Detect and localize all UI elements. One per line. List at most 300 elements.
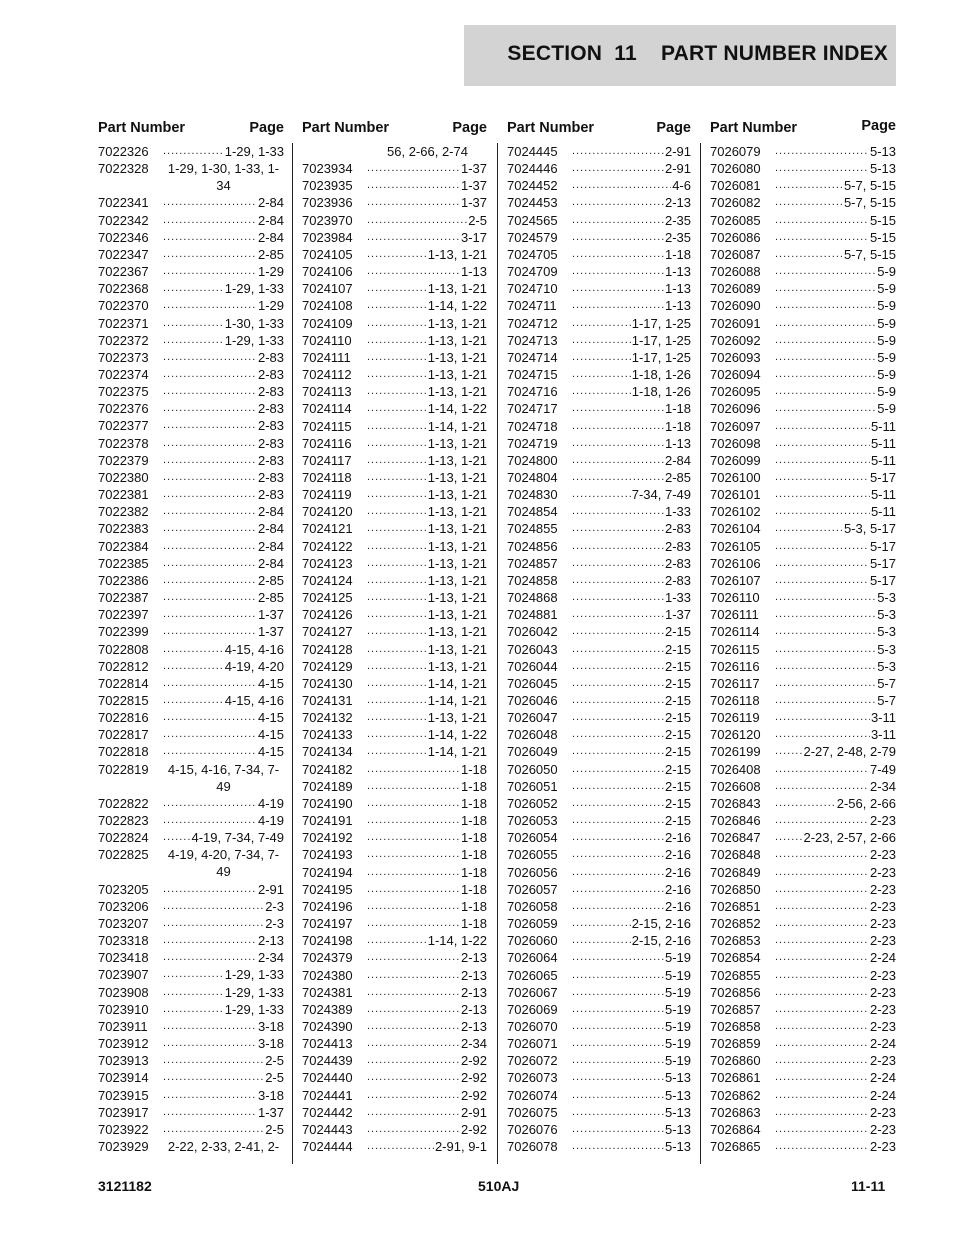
page-reference: 2-84 <box>664 452 691 468</box>
page-reference: 1-18 <box>460 881 487 897</box>
part-number: 7024116 <box>302 435 352 451</box>
dot-leader <box>163 280 224 297</box>
index-entry <box>98 246 284 263</box>
page-reference: 2-16 <box>664 864 691 880</box>
index-entry <box>98 915 284 932</box>
page-reference: 2-35 <box>664 212 691 228</box>
part-number: 7026088 <box>710 264 761 280</box>
index-entry <box>302 864 487 881</box>
dot-leader <box>367 778 460 795</box>
dot-leader <box>775 400 876 417</box>
part-number: 7024130 <box>302 675 353 691</box>
part-number: 7026085 <box>710 212 761 228</box>
index-entry <box>302 761 487 778</box>
index-entry <box>710 1001 896 1018</box>
index-entry <box>710 829 896 846</box>
part-number: 7024390 <box>302 1018 353 1034</box>
page-reference: 2-15 <box>664 641 691 657</box>
part-number: 7026074 <box>507 1087 558 1103</box>
part-number: 7024197 <box>302 916 353 932</box>
index-entry <box>710 469 896 486</box>
page-reference: 2-84 <box>257 195 284 211</box>
part-number: 7022815 <box>98 692 149 708</box>
dot-leader <box>163 572 257 589</box>
index-entry <box>98 366 284 383</box>
dot-leader <box>163 315 224 332</box>
index-entry <box>507 915 691 932</box>
index-entry <box>507 280 691 297</box>
page-reference: 2-15 <box>664 693 691 708</box>
dot-leader <box>163 1018 257 1035</box>
page-reference: 2-83 <box>257 349 284 365</box>
dot-leader <box>163 1121 264 1138</box>
page-reference: 1-14, 1-22 <box>427 933 487 949</box>
part-number: 7026051 <box>507 778 558 794</box>
dot-leader <box>163 503 257 520</box>
index-entry <box>710 949 896 966</box>
index-entry <box>710 743 896 760</box>
dot-leader <box>367 846 460 863</box>
page-reference: 1-17, 1-25 <box>631 315 691 331</box>
page-reference: 2-91 <box>664 144 691 159</box>
part-number: 7023911 <box>98 1018 148 1034</box>
index-entry <box>507 949 691 966</box>
index-entry <box>507 452 691 469</box>
index-entry <box>98 349 284 366</box>
dot-leader <box>572 1001 664 1018</box>
index-entry <box>507 761 691 778</box>
index-entry <box>507 435 691 452</box>
index-entry <box>302 349 487 366</box>
index-entry <box>507 829 691 846</box>
page-reference: 2-83 <box>664 521 691 537</box>
part-number: 7022385 <box>98 555 149 571</box>
dot-leader <box>163 555 257 572</box>
dot-leader <box>775 932 869 949</box>
part-number: 7026047 <box>507 710 558 726</box>
part-number: 7022814 <box>98 675 149 691</box>
dot-leader <box>775 692 876 709</box>
page-reference: 2-22, 2-33, 2-41, 2- <box>167 1139 280 1155</box>
dot-leader <box>775 881 869 898</box>
part-number: 7024830 <box>507 487 558 503</box>
part-number-heading: Part Number <box>98 120 186 136</box>
dot-leader <box>572 229 664 246</box>
page-reference: 1-18 <box>664 401 691 417</box>
part-number-heading: Part Number <box>710 120 798 136</box>
dot-leader <box>775 846 869 863</box>
page-reference: 2-13 <box>460 984 487 1000</box>
page-reference: 1-13 <box>664 435 691 451</box>
dot-leader <box>572 400 664 417</box>
part-number: 7023206 <box>98 898 149 914</box>
part-number: 7026857 <box>710 1001 761 1017</box>
dot-leader <box>163 606 257 623</box>
index-entry <box>710 572 896 589</box>
part-number: 7022816 <box>98 710 149 726</box>
index-entry <box>98 658 284 675</box>
page-reference: 1-13, 1-21 <box>427 435 487 451</box>
page-reference: 5-9 <box>877 349 896 365</box>
dot-leader <box>775 589 876 606</box>
index-entry <box>710 315 896 332</box>
page-reference: 1-18 <box>664 418 691 434</box>
dot-leader <box>775 967 869 984</box>
dot-leader <box>367 418 427 435</box>
index-entry <box>98 623 284 640</box>
part-number: 7024856 <box>507 538 558 554</box>
index-entry <box>710 555 896 572</box>
dot-leader <box>572 709 664 726</box>
dot-leader <box>572 263 664 280</box>
index-entry <box>507 812 691 829</box>
dot-leader <box>775 1018 869 1035</box>
index-entry <box>710 778 896 795</box>
index-entry <box>302 606 487 623</box>
part-number: 7023318 <box>98 933 149 949</box>
part-number: 7026057 <box>507 881 558 897</box>
index-entry <box>302 641 487 658</box>
index-entry <box>710 967 896 984</box>
part-number: 7024881 <box>507 607 558 623</box>
page-reference: 2-91 <box>664 161 691 177</box>
part-number: 7026860 <box>710 1053 761 1069</box>
part-number: 7022371 <box>98 315 149 331</box>
dot-leader <box>367 1018 460 1035</box>
part-number: 7026070 <box>507 1018 558 1034</box>
part-number: 7022368 <box>98 281 149 297</box>
dot-leader <box>775 1001 869 1018</box>
dot-leader <box>572 967 664 984</box>
dot-leader <box>572 743 664 760</box>
dot-leader <box>775 812 869 829</box>
index-entry <box>302 932 487 949</box>
page-reference: 2-5 <box>265 1121 284 1137</box>
dot-leader <box>775 538 869 555</box>
dot-leader <box>775 829 802 846</box>
index-entry <box>507 898 691 915</box>
index-entry <box>710 538 896 555</box>
page-reference: 5-13 <box>664 1139 691 1155</box>
part-number: 7026043 <box>507 641 558 657</box>
page-reference: 1-18 <box>460 795 487 811</box>
page-heading: Page <box>861 118 896 134</box>
dot-leader <box>163 589 257 606</box>
dot-leader <box>775 641 876 658</box>
part-number: 7024182 <box>302 761 353 777</box>
dot-leader <box>572 212 664 229</box>
page-reference: 1-13, 1-21 <box>427 504 487 520</box>
dot-leader <box>367 435 427 452</box>
dot-leader <box>163 520 257 537</box>
dot-leader <box>367 881 460 898</box>
part-number: 7026096 <box>710 401 761 417</box>
part-number: 7026849 <box>710 864 761 880</box>
dot-leader <box>367 229 460 246</box>
column-header <box>507 118 691 140</box>
dot-leader <box>163 1001 224 1018</box>
part-number: 7024718 <box>507 418 558 434</box>
dot-leader <box>572 949 664 966</box>
part-number: 7024124 <box>302 572 353 588</box>
dot-leader <box>572 160 664 177</box>
index-entry <box>302 778 487 795</box>
page-reference: 1-13, 1-21 <box>427 469 487 485</box>
index-entry <box>710 1052 896 1069</box>
dot-leader <box>163 692 224 709</box>
page-reference: 1-29, 1-33 <box>224 332 284 348</box>
page-reference: 2-23 <box>869 1121 896 1137</box>
page-reference: 2-34 <box>257 950 284 966</box>
index-entry <box>302 503 487 520</box>
index-entry <box>302 555 487 572</box>
index-entry <box>710 641 896 658</box>
page-reference: 2-16 <box>664 898 691 914</box>
column-divider <box>700 143 701 1164</box>
column-divider <box>497 143 498 1164</box>
index-entry <box>507 1138 691 1155</box>
index-entry <box>98 297 284 314</box>
dot-leader <box>367 177 460 194</box>
page-reference: 7-49 <box>869 761 896 777</box>
page-reference: 2-5 <box>468 212 487 228</box>
index-entry <box>302 452 487 469</box>
part-number: 7023922 <box>98 1121 149 1137</box>
part-number: 7024710 <box>507 281 558 297</box>
part-number: 7024122 <box>302 538 353 554</box>
index-entry <box>507 658 691 675</box>
index-entry <box>302 246 487 263</box>
part-number: 7024117 <box>302 452 352 468</box>
dot-leader <box>367 486 427 503</box>
dot-leader <box>163 1069 264 1086</box>
page-reference: 5-9 <box>877 384 896 400</box>
dot-leader <box>367 469 427 486</box>
page-reference: 1-14, 1-21 <box>427 744 487 760</box>
dot-leader <box>572 452 664 469</box>
dot-leader <box>775 520 843 537</box>
index-entry <box>98 726 284 743</box>
page-reference: 2-91, 9-1 <box>434 1139 487 1155</box>
dot-leader <box>775 503 870 520</box>
part-number: 7026199 <box>710 744 761 760</box>
part-number: 7024452 <box>507 178 558 194</box>
dot-leader <box>367 555 427 572</box>
part-number: 7026861 <box>710 1070 761 1086</box>
index-entry <box>507 383 691 400</box>
part-number: 7026093 <box>710 349 761 365</box>
part-number: 7024714 <box>507 349 558 365</box>
index-entry <box>98 1035 284 1052</box>
dot-leader <box>775 435 870 452</box>
part-number: 7024120 <box>302 504 353 520</box>
page-reference: 5-3 <box>877 658 896 674</box>
dot-leader <box>572 846 664 863</box>
dot-leader <box>367 1001 460 1018</box>
part-number: 7022383 <box>98 521 149 537</box>
part-number: 7023970 <box>302 212 353 228</box>
dot-leader <box>572 503 664 520</box>
index-entry <box>302 263 487 280</box>
part-number: 7022399 <box>98 624 149 640</box>
page-reference: 2-15 <box>664 813 691 829</box>
page-reference: 1-37 <box>664 607 691 623</box>
dot-leader <box>775 778 869 795</box>
part-number: 7023912 <box>98 1036 149 1052</box>
index-entry <box>710 435 896 452</box>
entry-list <box>507 143 691 1155</box>
index-entry <box>98 795 284 812</box>
part-number: 7026052 <box>507 795 558 811</box>
dot-leader <box>775 606 876 623</box>
index-entry <box>507 1104 691 1121</box>
part-number: 7026075 <box>507 1104 558 1120</box>
part-number: 7026094 <box>710 367 761 383</box>
index-entry <box>710 349 896 366</box>
page-reference: 1-29 <box>257 298 284 314</box>
index-entry <box>302 589 487 606</box>
dot-leader <box>163 417 257 434</box>
dot-leader <box>572 143 664 160</box>
page-reference: 1-29, 1-33 <box>224 281 284 297</box>
part-number: 7023934 <box>302 161 353 177</box>
page-reference: 4-15 <box>257 744 284 760</box>
part-number: 7024380 <box>302 967 353 983</box>
index-entry <box>302 1069 487 1086</box>
dot-leader <box>775 452 870 469</box>
part-number: 7024453 <box>507 195 558 211</box>
index-entry <box>507 846 691 863</box>
page-reference: 5-13 <box>664 1070 691 1086</box>
part-number: 7024193 <box>302 847 353 863</box>
page-reference: 1-13, 1-21 <box>427 521 487 537</box>
page-reference: 1-18 <box>664 246 691 262</box>
part-number: 7024804 <box>507 469 558 485</box>
index-entry <box>507 743 691 760</box>
index-entry <box>507 160 691 177</box>
page-reference: 1-14, 1-22 <box>427 727 487 743</box>
part-number-heading: Part Number <box>302 120 390 136</box>
index-entry <box>507 589 691 606</box>
part-number: 7024107 <box>302 281 353 297</box>
part-number: 7024441 <box>302 1087 353 1103</box>
part-number: 7024190 <box>302 795 353 811</box>
dot-leader <box>163 726 257 743</box>
dot-leader <box>367 967 460 984</box>
dot-leader <box>367 383 427 400</box>
part-number: 7023907 <box>98 967 149 983</box>
part-number: 7026058 <box>507 898 558 914</box>
page-reference: 5-3 <box>877 607 896 623</box>
dot-leader <box>367 761 460 778</box>
part-number: 7023917 <box>98 1104 149 1120</box>
index-entry <box>507 778 691 795</box>
index-entry <box>710 1138 896 1155</box>
page-reference: 5-9 <box>877 281 896 297</box>
part-number: 7026065 <box>507 967 558 983</box>
part-number: 7024439 <box>302 1053 353 1069</box>
page-reference: 2-23 <box>869 847 896 863</box>
index-entry <box>507 641 691 658</box>
page-reference: 5-13 <box>869 161 896 177</box>
dot-leader <box>367 726 427 743</box>
footer-model: 510AJ <box>478 1178 520 1194</box>
index-entry <box>98 503 284 520</box>
page-heading: Page <box>656 120 691 136</box>
part-number: 7026101 <box>710 487 761 503</box>
index-entry <box>710 143 896 160</box>
index-entry <box>507 881 691 898</box>
page-reference: 1-18 <box>460 898 487 914</box>
part-number: 7024446 <box>507 161 558 177</box>
dot-leader <box>775 726 870 743</box>
page-reference: 2-83 <box>257 487 284 503</box>
page-reference: 1-14, 1-21 <box>427 675 487 691</box>
dot-leader <box>775 160 869 177</box>
part-number: 7026095 <box>710 384 761 400</box>
dot-leader <box>163 743 257 760</box>
page-reference: 4-19, 4-20 <box>224 658 284 674</box>
index-entry <box>98 812 284 829</box>
index-entry <box>98 555 284 572</box>
index-entry <box>710 1104 896 1121</box>
dot-leader <box>163 297 257 314</box>
dot-leader <box>163 229 257 246</box>
dot-leader <box>572 366 631 383</box>
index-entry <box>98 675 284 692</box>
index-entry <box>507 932 691 949</box>
part-number: 7026056 <box>507 864 558 880</box>
index-entry <box>98 984 284 1001</box>
column-divider <box>292 143 293 1164</box>
page-reference: 2-15, 2-16 <box>631 933 691 949</box>
part-number: 7026855 <box>710 967 761 983</box>
dot-leader <box>367 332 427 349</box>
page-reference: 2-16 <box>664 847 691 863</box>
dot-leader <box>775 1138 869 1155</box>
part-number-heading: Part Number <box>507 120 595 136</box>
entry-list <box>98 143 284 1172</box>
index-entry <box>507 984 691 1001</box>
page-reference: 4-19 <box>257 795 284 811</box>
dot-leader <box>572 1104 664 1121</box>
dot-leader <box>367 589 427 606</box>
part-number: 7026064 <box>507 950 558 966</box>
page-reference: 5-19 <box>664 1053 691 1069</box>
index-entry <box>710 898 896 915</box>
page-reference: 4-19 <box>257 813 284 829</box>
dot-leader <box>572 589 664 606</box>
index-entry <box>302 1018 487 1035</box>
part-number: 7024719 <box>507 435 558 451</box>
part-number: 7024717 <box>507 401 558 417</box>
dot-leader <box>367 349 427 366</box>
page-reference: 2-13 <box>460 950 487 966</box>
page-reference: 2-23 <box>869 933 896 949</box>
index-entry <box>710 726 896 743</box>
page-reference: 4-19, 7-34, 7-49 <box>191 830 284 846</box>
page-reference: 7-34, 7-49 <box>631 487 691 503</box>
page-reference: 5-3 <box>877 590 896 606</box>
dot-leader <box>775 418 870 435</box>
page-reference: 56, 2-66, 2-74 <box>387 144 468 159</box>
index-entry <box>98 1087 284 1104</box>
index-entry <box>710 263 896 280</box>
page-reference: 2-15 <box>664 675 691 691</box>
page-reference: 5-7, 5-15 <box>843 178 896 194</box>
index-entry <box>302 692 487 709</box>
dot-leader <box>572 1052 664 1069</box>
